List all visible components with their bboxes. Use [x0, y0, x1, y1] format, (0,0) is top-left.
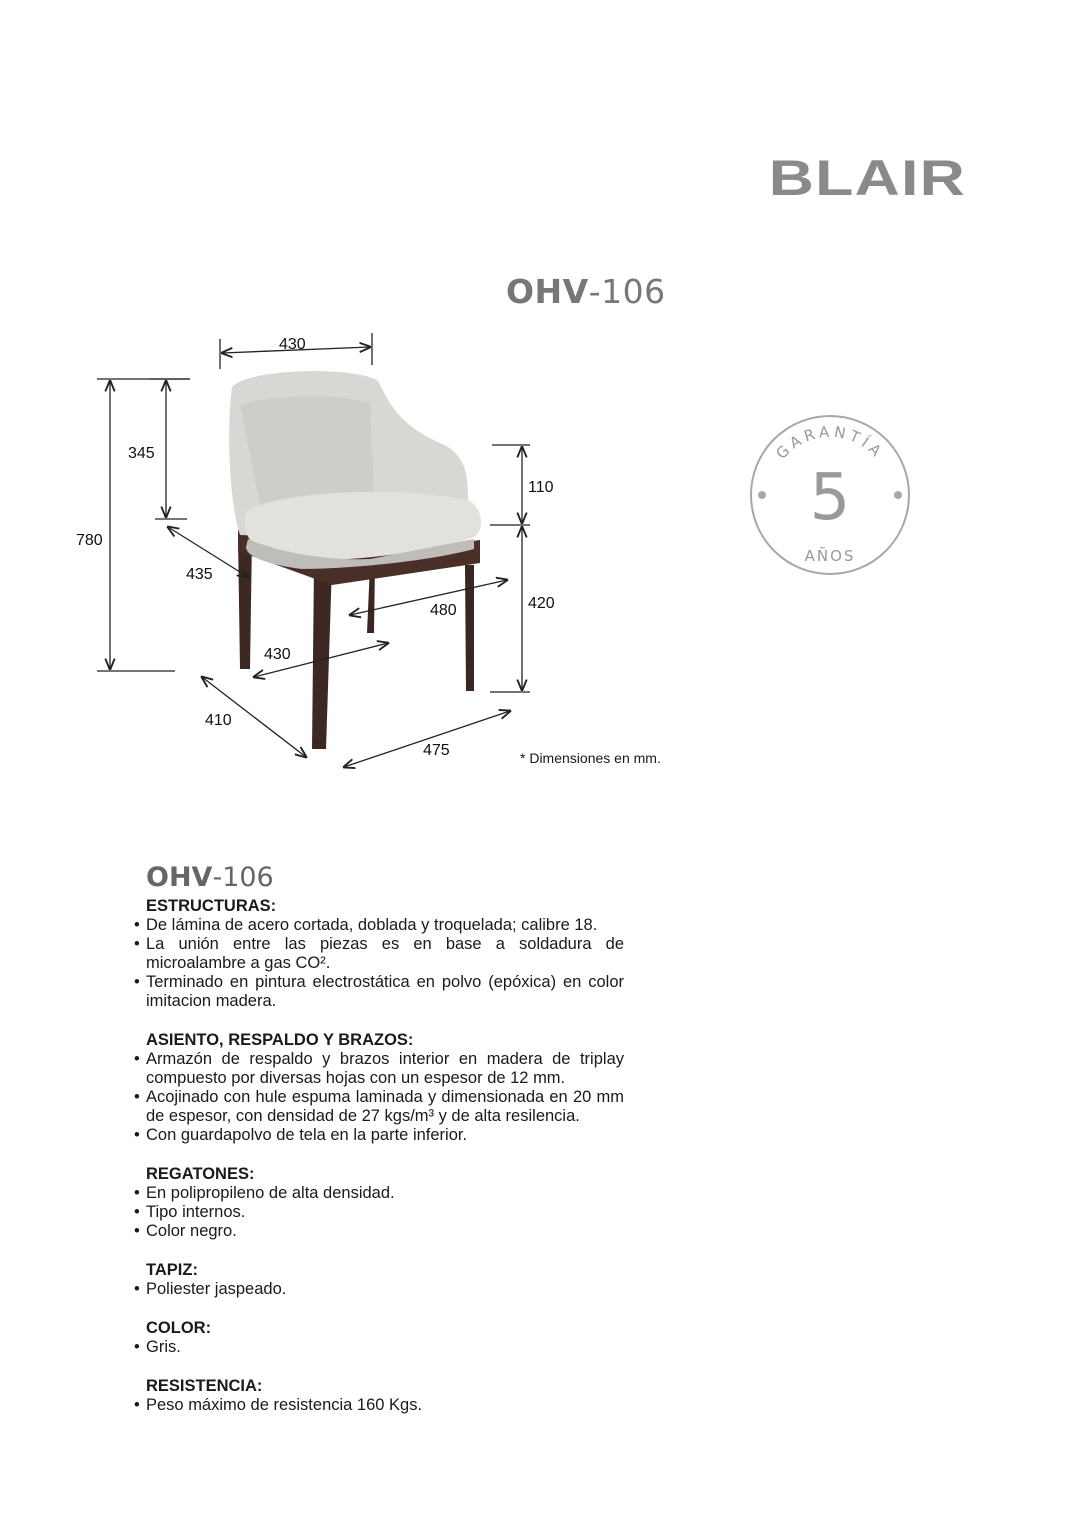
section-title: RESISTENCIA: — [146, 1377, 263, 1395]
spec-section-tapiz — [134, 1260, 624, 1299]
spec-model-title — [146, 862, 274, 893]
section-title: REGATONES: — [146, 1165, 255, 1183]
brand-logo: BLAIR — [768, 150, 966, 206]
svg-text:GARANTÍA — [772, 423, 887, 463]
spec-item: • La unión entre las piezas es en base a soldadura de microalambre a gas CO². — [134, 935, 624, 973]
section-title: TAPIZ: — [146, 1261, 198, 1279]
spec-item: • Peso máximo de resistencia 160 Kgs. — [134, 1396, 624, 1415]
dim-back-width: 480 — [430, 602, 457, 619]
model-prefix: OHV — [506, 272, 589, 311]
dim-seat-width: 430 — [264, 646, 291, 663]
spec-list — [134, 896, 624, 1434]
dim-width-top: 430 — [279, 336, 306, 353]
dim-base-depth: 410 — [205, 712, 232, 729]
chair-illustration — [229, 371, 481, 749]
dim-seat-height: 420 — [528, 595, 555, 612]
spec-item: • Armazón de respaldo y brazos interior en madera de triplay compuesto por diversas hojas con un espesor de 12 mm. — [134, 1050, 624, 1088]
chair-dimension-diagram — [70, 325, 690, 795]
spec-item: • En polipropileno de alta densidad. — [134, 1184, 624, 1203]
warranty-label: GARANTÍA — [772, 422, 888, 463]
warranty-years-number: 5 — [809, 461, 851, 535]
dim-seat-depth: 435 — [186, 566, 213, 583]
spec-item: • Color negro. — [134, 1222, 624, 1241]
dimensions-note: * Dimensiones en mm. — [520, 750, 661, 766]
section-title: ESTRUCTURAS: — [146, 897, 277, 915]
dim-total-height: 780 — [76, 532, 103, 549]
spec-item: • Con guardapolvo de tela en la parte inferior. — [134, 1126, 624, 1145]
spec-model-number: -106 — [212, 862, 274, 893]
spec-section-resistencia — [134, 1376, 624, 1415]
section-title: ASIENTO, RESPALDO Y BRAZOS: — [146, 1031, 414, 1049]
warranty-seal — [740, 405, 920, 585]
spec-item: • Gris. — [134, 1338, 624, 1357]
model-title — [506, 272, 666, 311]
spec-section-regatones — [134, 1164, 624, 1241]
spec-section-color — [134, 1318, 624, 1357]
spec-model-prefix: OHV — [146, 862, 213, 893]
warranty-years-label: AÑOS — [804, 547, 856, 565]
dim-base-width: 475 — [423, 742, 450, 759]
section-title: COLOR: — [146, 1319, 212, 1337]
spec-section-asiento — [134, 1030, 624, 1145]
spec-item: • Tipo internos. — [134, 1203, 624, 1222]
dim-arm-height: 110 — [528, 479, 554, 496]
spec-item: • Terminado en pintura electrostática en polvo (epóxica) en color imitacion madera. — [134, 973, 624, 1011]
spec-item: • Acojinado con hule espuma laminada y dimensionada en 20 mm de espesor, con densidad de 27 kgs/m³ y de alta resilencia. — [134, 1088, 624, 1126]
spec-item: • De lámina de acero cortada, doblada y troquelada; calibre 18. — [134, 916, 624, 935]
model-number: -106 — [588, 272, 666, 311]
spec-section-estructuras — [134, 896, 624, 1011]
spec-item: • Poliester jaspeado. — [134, 1280, 624, 1299]
dim-backrest-height: 345 — [128, 445, 155, 462]
